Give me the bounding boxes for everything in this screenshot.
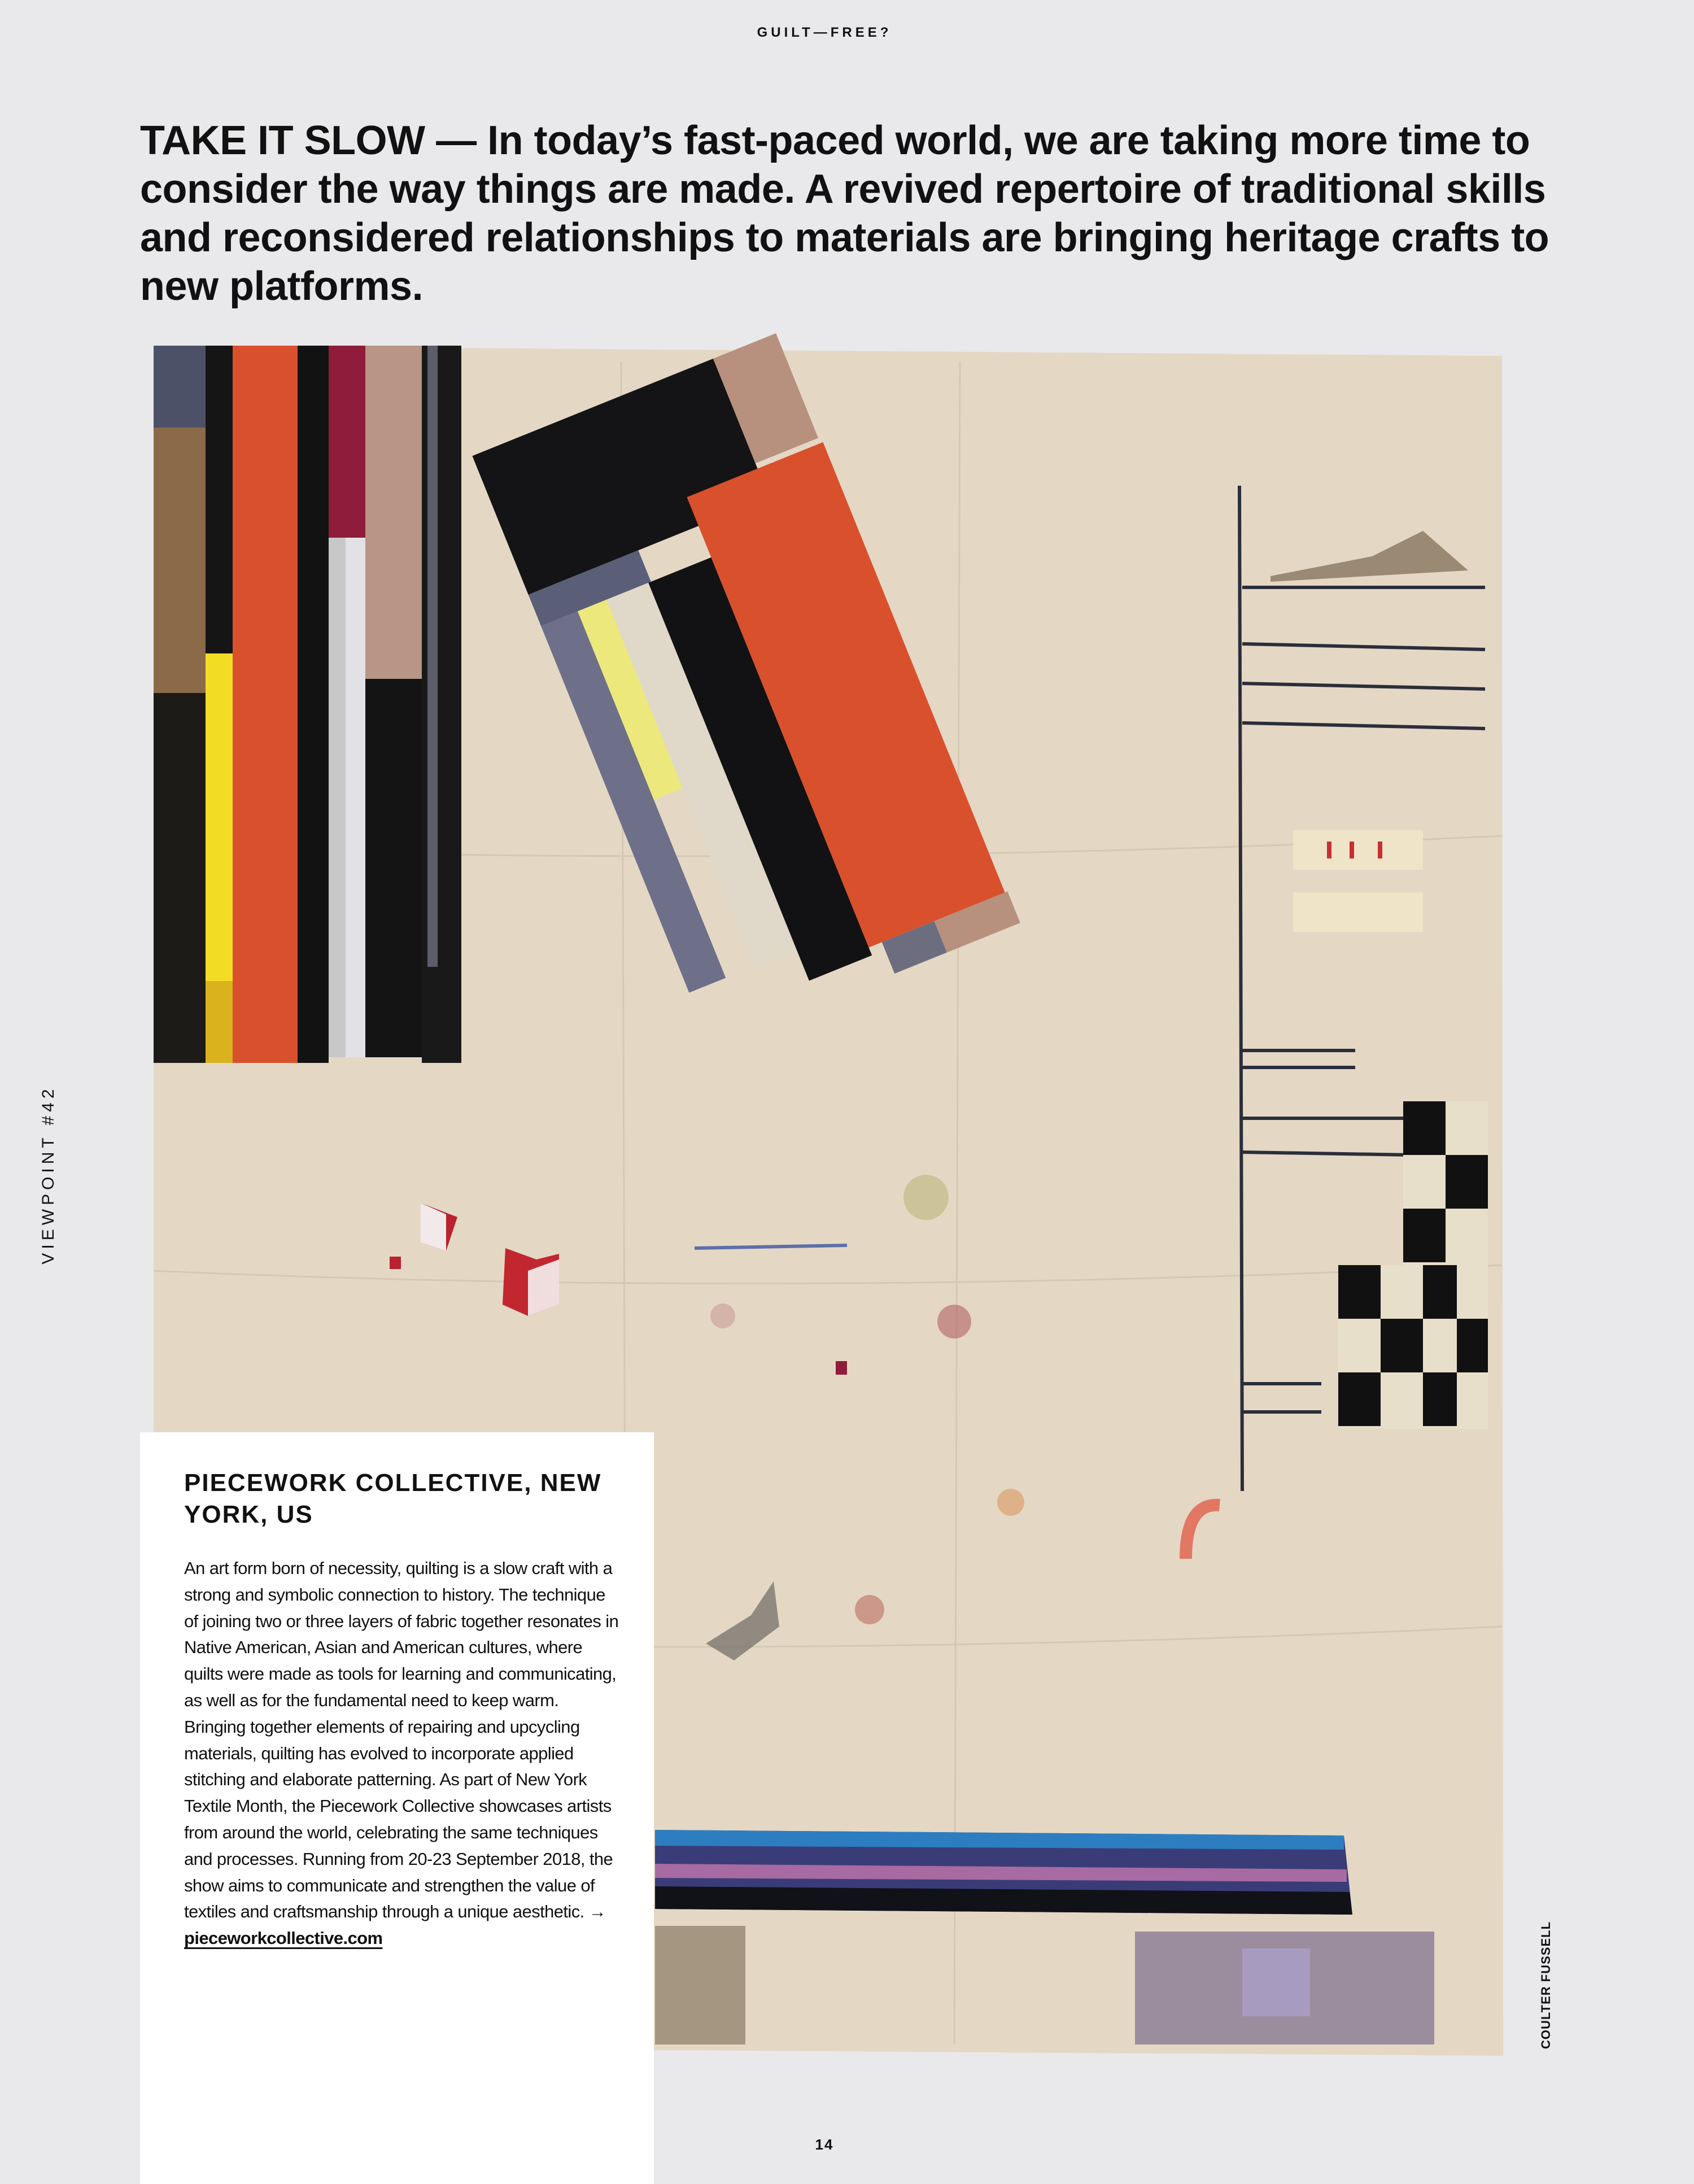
lead-text: In today’s fast-paced world, we are taking more time to consider the way things are made. A revived repertoire of traditional skills and reconsidered relationships to materials are bringing heritage crafts to new platforms. [140, 118, 1549, 309]
website-link[interactable]: pieceworkcollective.com [184, 1928, 383, 1948]
article-body [184, 1555, 619, 1952]
article-text: An art form born of necessity, quilting is a slow craft with a strong and symbolic connection to history. The technique of joining two or three layers of fabric together resonates in Native American, Asian and American cultures, where quilts were made as tools for learning and communicating, as well as for the fundamental need to keep warm. Bringing together elements of repairing and upcycling materials, quilting has evolved to incorporate applied stitching and elaborate patterning. As part of New York Textile Month, the Piecework Collective showcases artists from around the world, celebrating the same techniques and processes. Running from 20-23 September 2018, the show aims to communicate and strengthen the value of textiles and craftsmanship through a unique aesthetic. [184, 1558, 619, 1922]
lead-in: TAKE IT SLOW [140, 118, 425, 163]
stripe-block [154, 346, 461, 1063]
arrow-icon: → [588, 1902, 606, 1922]
article-title: PIECEWORK COLLECTIVE, NEW YORK, US [184, 1469, 602, 1528]
article-panel [140, 1432, 654, 2184]
sidebar-label: VIEWPOINT #42 [39, 1085, 58, 1265]
photo-credit: COULTER FUSSELL [1539, 1921, 1553, 2050]
page-number: 14 [815, 2136, 834, 2153]
zigzag-strip [655, 1830, 1352, 1915]
section-label: GUILT—FREE? [757, 25, 892, 40]
lead-dash: — [425, 118, 488, 163]
